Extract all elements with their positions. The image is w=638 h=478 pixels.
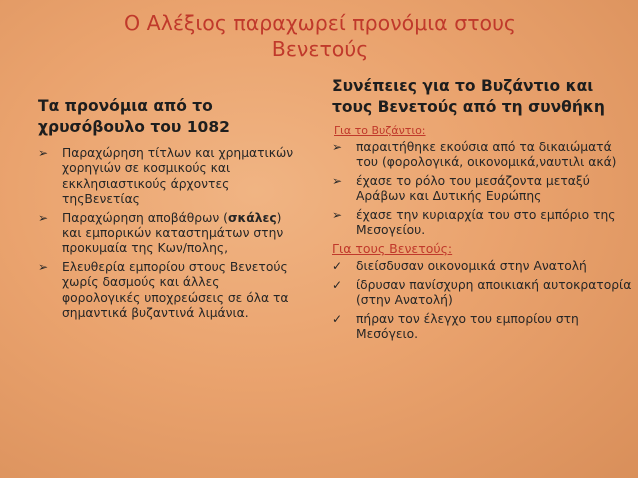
consequences-heading: Συνέπειες για το Βυζάντιο και τους Βενετούς από τη συνθήκη — [332, 77, 605, 116]
venetians-label: Για τους Βενετούς: — [332, 241, 453, 257]
consequences-column — [332, 76, 632, 345]
privileges-list — [38, 146, 300, 321]
list-item — [332, 140, 632, 171]
item-text: πήραν τον έλεγχο του εμπορίου στη Μεσόγειο. — [356, 311, 579, 342]
arrow-bullet-icon: ➢ — [332, 140, 343, 154]
list-item — [332, 278, 632, 309]
check-bullet-icon: ✓ — [332, 311, 343, 326]
slide-title: Ο Αλέξιος παραχωρεί προνόμια στους Βενετούς — [124, 11, 516, 61]
arrow-bullet-icon: ➢ — [38, 146, 49, 160]
list-item — [38, 211, 300, 257]
privileges-column — [38, 96, 300, 324]
item-text: έχασε το ρόλο του μεσάζοντα μεταξύ Αράβων και Δυτικής Ευρώπης — [356, 173, 590, 204]
check-bullet-icon: ✓ — [332, 259, 343, 274]
list-item — [332, 259, 632, 274]
byzantium-list — [332, 140, 632, 238]
list-item — [38, 146, 300, 208]
item-text: ίδρυσαν πανίσχυρη αποικιακή αυτοκρατορία (στην Ανατολή) — [356, 277, 632, 308]
item-text: διείσδυσαν οικονομικά στην Ανατολή — [356, 259, 587, 274]
arrow-bullet-icon: ➢ — [38, 210, 49, 225]
item-text-post: ) και εμπορικών καταστημάτων στην προκυμαία της Κων/πολης, — [62, 210, 284, 256]
check-bullet-icon: ✓ — [332, 277, 343, 292]
arrow-bullet-icon: ➢ — [38, 259, 49, 274]
item-text-bold: σκάλες — [227, 210, 277, 225]
list-item — [332, 312, 632, 343]
item-text-pre: Παραχώρηση αποβάθρων ( — [62, 210, 228, 225]
item-text: Παραχώρηση τίτλων και χρηματικών χορηγιών σε κοσμικούς και εκκλησιαστικούς άρχοντες τηςΒενετίας — [62, 146, 294, 207]
arrow-bullet-icon: ➢ — [332, 173, 343, 188]
list-item — [332, 208, 632, 239]
arrow-bullet-icon: ➢ — [332, 207, 343, 222]
list-item — [38, 260, 300, 322]
item-text: έχασε την κυριαρχία του στο εμπόριο της Μεσογείου. — [356, 207, 616, 238]
list-item — [332, 174, 632, 205]
item-text: παραιτήθηκε εκούσια από τα δικαιώματά του (φορολογικά, οικονομικά,ναυτιλι ακά) — [356, 140, 617, 170]
item-text: Ελευθερία εμπορίου στους Βενετούς χωρίς δασμούς και άλλες φορολογικές υποχρεώσεις σε όλα τα σημαντικά βυζαντινά λιμάνια. — [62, 259, 289, 321]
privileges-heading: Τα προνόμια από το χρυσόβουλο του 1082 — [38, 97, 230, 136]
byzantium-label: Για το Βυζάντιο: — [334, 124, 426, 137]
venetians-list — [332, 259, 632, 342]
